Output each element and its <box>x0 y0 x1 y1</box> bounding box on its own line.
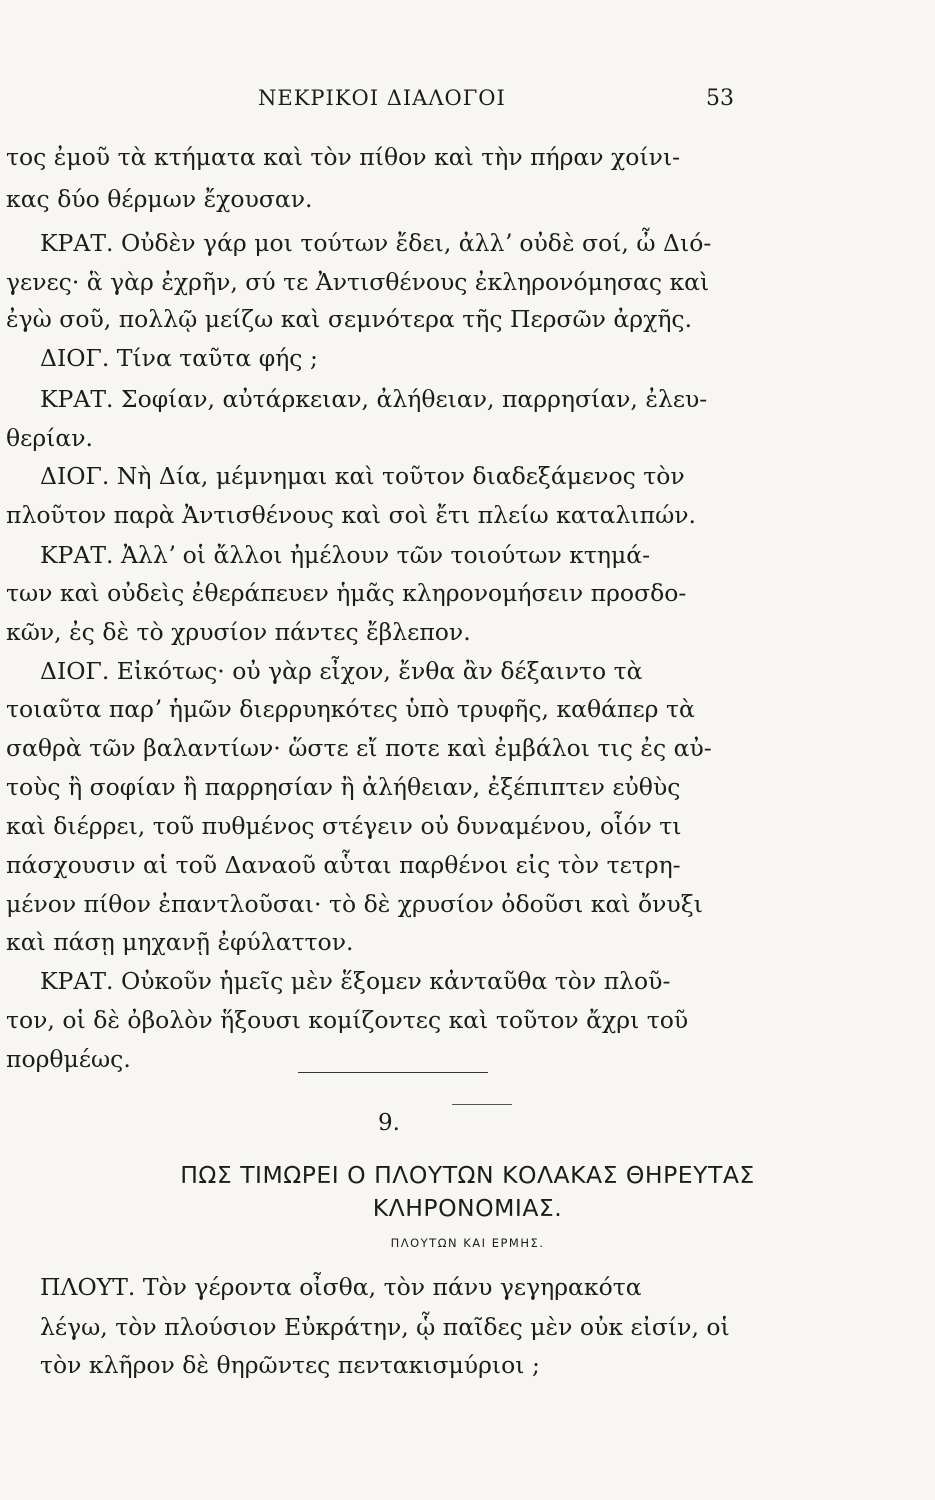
text-line: ΔΙΟΓ. Εἰκότως· οὐ γὰρ εἶχον, ἔνθα ἂν δέξαιντο τὰ <box>40 657 643 685</box>
text-line: τοὺς ἢ σοφίαν ἢ παρρησίαν ἢ ἀλήθειαν, ἐξέπιπτεν εὐθὺς <box>6 773 681 801</box>
text-line: τος ἐμοῦ τὰ κτήματα καὶ τὸν πίθον καὶ τὴν πήραν χοίνι- <box>6 143 681 171</box>
text-line: ΚΡΑΤ. Οὐκοῦν ἡμεῖς μὲν ἕξομεν κἀνταῦθα τὸν πλοῦ- <box>40 967 671 995</box>
text-line: θερίαν. <box>6 424 93 452</box>
section-title-line: ΚΛΗΡΟΝΟΜΙΑΣ. <box>372 1194 563 1222</box>
text-line: μένον πίθον ἐπαντλοῦσαι· τὸ δὲ χρυσίον ὀδοῦσι καὶ ὄνυξι <box>6 890 703 918</box>
page-number: 53 <box>706 86 734 111</box>
running-header <box>0 86 935 120</box>
text-line: πάσχουσιν αἱ τοῦ Δαναοῦ αὗται παρθένοι εἰς τὸν τετρη- <box>6 851 681 879</box>
text-line: ΚΡΑΤ. Οὐδὲν γάρ μοι τούτων ἔδει, ἀλλʼ οὐδὲ σοί, ὦ Διό- <box>40 229 712 257</box>
text-line: κας δύο θέρμων ἔχουσαν. <box>6 185 313 213</box>
text-line: τον, οἱ δὲ ὀβολὸν ἥξουσι κομίζοντες καὶ τοῦτον ἄχρι τοῦ <box>6 1006 689 1034</box>
section-divider <box>298 1072 488 1073</box>
text-line: ΔΙΟΓ. Τίνα ταῦτα φής ; <box>40 344 318 372</box>
text-line: πορθμέως. <box>6 1045 131 1073</box>
text-line: πλοῦτον παρὰ Ἀντισθένους καὶ σοὶ ἔτι πλείω καταλιπών. <box>6 501 697 529</box>
text-line: ΠΛΟΥΤ. Τὸν γέροντα οἶσθα, τὸν πάνυ γεγηρακότα <box>40 1273 642 1301</box>
text-line: καὶ διέρρει, τοῦ πυθμένος στέγειν οὐ δυναμένου, οἷόν τι <box>6 812 682 840</box>
text-line: γενες· ἃ γὰρ ἐχρῆν, σύ τε Ἀντισθένους ἐκληρονόμησας καὶ <box>6 268 710 296</box>
text-line: λέγω, τὸν πλούσιον Εὐκράτην, ᾧ παῖδες μὲν οὐκ εἰσίν, οἱ <box>40 1313 730 1341</box>
text-line: ΔΙΟΓ. Νὴ Δία, μέμνημαι καὶ τοῦτον διαδεξάμενος τὸν <box>40 462 685 490</box>
text-line: τοιαῦτα παρʼ ἡμῶν διερρυηκότες ὑπὸ τρυφῆς, καθάπερ τὰ <box>6 695 695 723</box>
text-line: σαθρὰ τῶν βαλαντίων· ὥστε εἴ ποτε καὶ ἐμβάλοι τις ἐς αὐ- <box>6 734 712 762</box>
text-line: ἐγὼ σοῦ, πολλῷ μείζω καὶ σεμνότερα τῆς Περσῶν ἀρχῆς. <box>6 305 693 333</box>
section-speakers: ΠΛΟΥΤΩΝ ΚΑΙ ΕΡΜΗΣ. <box>390 1236 545 1250</box>
section-title-line: ΠΩΣ ΤΙΜΩΡΕΙ Ο ΠΛΟΥΤΩΝ ΚΟΛΑΚΑΣ ΘΗΡΕΥΤΑΣ <box>180 1161 755 1189</box>
text-line: ΚΡΑΤ. Σοφίαν, αὐτάρκειαν, ἀλήθειαν, παρρησίαν, ἐλευ- <box>40 385 708 413</box>
text-line: τὸν κλῆρον δὲ θηρῶντες πεντακισμύριοι ; <box>40 1351 540 1379</box>
section-number-rule <box>452 1104 512 1105</box>
text-line: κῶν, ἐς δὲ τὸ χρυσίον πάντες ἔβλεπον. <box>6 618 471 646</box>
text-line: καὶ πάσῃ μηχανῇ ἐφύλαττον. <box>6 928 354 956</box>
text-line: ΚΡΑΤ. Ἀλλʼ οἱ ἄλλοι ἠμέλουν τῶν τοιούτων κτημά- <box>40 541 651 569</box>
text-line: των καὶ οὐδεὶς ἐθεράπευεν ἡμᾶς κληρονομήσειν προσδο- <box>6 579 687 607</box>
section-number: 9. <box>378 1110 400 1136</box>
header-title: ΝΕΚΡΙΚΟΙ ΔΙΑΛΟΓΟΙ <box>258 86 506 110</box>
